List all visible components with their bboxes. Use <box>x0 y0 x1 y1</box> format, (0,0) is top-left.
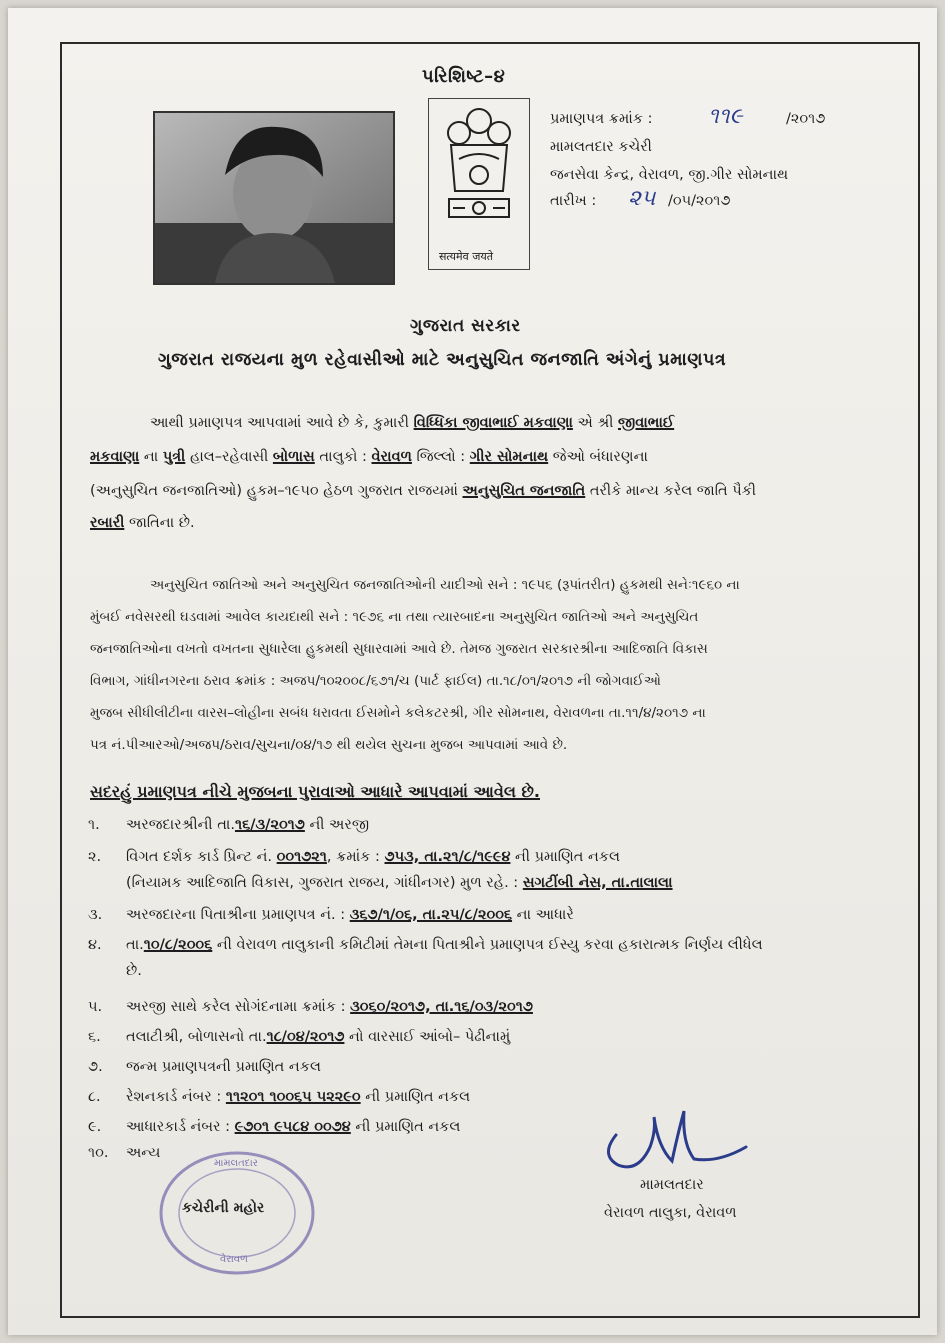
para1-text: (અનુસુચિત જનજાતિઓ) હુકમ–૧૯૫૦ હેઠળ ગુજરાત રાજયમાં <box>90 483 458 499</box>
para1-text: એ શ્રી <box>577 415 614 431</box>
item-text: આધારકાર્ડ નંબર : <box>126 1119 235 1135</box>
applicant-name: વિધ્ધિકા જીવાભાઈ મકવાણા <box>413 415 573 431</box>
para1-text: જાતિના છે. <box>128 515 195 531</box>
evidence-item-7: જન્મ પ્રમાણપત્રની પ્રમાણિત નકલ <box>126 1059 321 1075</box>
cert-no-value: ૧૧૯ <box>708 104 743 129</box>
category: અનુસુચિત જનજાતિ <box>462 483 586 499</box>
certificate-paper <box>8 8 937 1335</box>
item-text: વિગત દર્શક કાર્ડ પ્રિન્ટ નં. <box>126 849 277 865</box>
item-number: ૭. <box>88 1059 103 1075</box>
village: બોળાસ <box>272 449 315 465</box>
father-name: જીવાભાઈ <box>618 415 675 431</box>
item-number: ૧૦. <box>88 1145 109 1161</box>
para1-text: આથી પ્રમાણપત્ર આપવામાં આવે છે કે, કુમારી <box>150 415 409 431</box>
para1-line2 <box>90 448 648 466</box>
item-number: ૪. <box>88 937 102 953</box>
cert-no-label: પ્રમાણપત્ર ક્રમાંક : <box>550 111 653 127</box>
cert-no-year: /૨૦૧૭ <box>786 111 826 127</box>
item-text: ની પ્રમાણિત નકલ <box>360 1089 471 1105</box>
office-name: મામલતદાર કચેરી <box>550 139 652 155</box>
seal-ring-top: મામલતદાર <box>214 1158 258 1169</box>
para2-line6: પત્ર નં.પીઆરઓ/અજપ/ઠરાવ/સુચના/૦૪/૧૭ થી થયેલ સુચના મુજબ આપવામાં આવે છે. <box>90 737 568 753</box>
evidence-item-2-cont <box>126 874 673 892</box>
para1-line1 <box>150 414 674 432</box>
item-text: ની અરજી <box>304 817 370 833</box>
item-value: ૯૭૦૧ ૯૫૮૪ ૦૦૭૪ <box>234 1119 351 1135</box>
state-emblem <box>428 98 530 270</box>
evidence-item-4-cont: છે. <box>126 963 142 979</box>
item-text: નો વારસાઈ આંબો– પેઢીનામું <box>344 1029 511 1045</box>
para2-line3: જનજાતિઓના વખતો વખતના સુધારેલા હુકમથી સુધારવામાં આવે છે. તેમજ ગુજરાત સરકારશ્રીના આદિજાતિ વિકાસ <box>90 641 708 657</box>
item-text: અરજદારશ્રીની તા. <box>126 817 235 833</box>
date-label: તારીખ : <box>550 193 597 209</box>
office-address: જનસેવા કેન્દ્ર, વેરાવળ, જી.ગીર સોમનાથ <box>550 167 789 183</box>
item-value: ૭૫૩, તા.૨૧/૮/૧૯૯૪ <box>384 849 511 865</box>
item-number: ૯. <box>88 1119 102 1135</box>
seal-ring-bottom: વેરાવળ <box>220 1254 248 1265</box>
item-text: અરજદારના પિતાશ્રીના પ્રમાણપત્ર નં. : <box>126 907 350 923</box>
item-value: ૩૦૬૦/૨૦૧૭, તા.૧૬/૦૩/૨૦૧૭ <box>350 999 533 1015</box>
father-surname: મકવાણા <box>90 449 140 465</box>
para1-text: તાલુકો : <box>319 449 367 465</box>
item-text: તા. <box>126 937 144 953</box>
taluka: વેરાવળ <box>371 449 412 465</box>
item-value: ૩૬૭/૧/૦૬, તા.૨૫/૮/૨૦૦૬ <box>349 907 513 923</box>
evidence-item-1 <box>126 816 369 834</box>
evidence-item-3 <box>126 906 574 924</box>
para2-line2: મુંબઈ નવેસરથી ઘડવામાં આવેલ કાયદાથી સને : ૧૯૭૬ ના તથા ત્યારબાદના અનુસુચિત જાતિઓ અને અનુસુચિત <box>90 609 699 625</box>
signature <box>598 1103 758 1183</box>
applicant-photo <box>153 111 395 285</box>
relation: પુત્રી <box>162 449 186 465</box>
certificate-title: ગુજરાત રાજયના મુળ રહેવાસીઓ માટે અનુસુચિત જનજાતિ અંગેનું પ્રમાણપત્ર <box>158 350 727 370</box>
item-value: ૧૦/૮/૨૦૦૬ <box>143 937 213 953</box>
evidence-item-10: અન્ય <box>126 1145 161 1161</box>
item-text: (નિયામક આદિજાતિ વિકાસ, ગુજરાત રાજય, ગાંધીનગર) મુળ રહે. : <box>126 875 523 891</box>
item-text: , ક્રમાંક : <box>326 849 385 865</box>
para1-line4 <box>90 514 195 532</box>
item-value: ૧૮/૦૪/૨૦૧૭ <box>266 1029 345 1045</box>
evidence-item-6 <box>126 1028 510 1046</box>
appendix-title: પરિશિષ્ટ–૪ <box>422 66 506 87</box>
date-day: ૨૫ <box>628 186 656 211</box>
evidence-item-8 <box>126 1088 470 1106</box>
para2-line1: અનુસુચિત જાતિઓ અને અનુસુચિત જનજાતિઓની યાદીઓ સને : ૧૯૫૬ (રૂપાંતરીત) હુકમથી સનેઃ૧૯૬૦ ના <box>150 577 740 593</box>
evidence-item-2 <box>126 848 620 866</box>
date-rest: /૦૫/૨૦૧૭ <box>668 193 731 209</box>
item-number: ૬. <box>88 1029 101 1045</box>
para1-text: ના <box>143 449 159 465</box>
district: ગીર સોમનાથ <box>469 449 549 465</box>
emblem-motto: सत्यमेव जयते <box>439 250 494 263</box>
para1-text: હાલ–રહેવાસી <box>189 449 269 465</box>
para1-text: જિલ્લો : <box>416 449 466 465</box>
para1-text: તરીકે માન્ય કરેલ જાતિ પૈકી <box>589 483 757 499</box>
item-value: સગટીંબી નેસ, તા.તાલાલા <box>522 875 673 891</box>
item-value: ૧૧૨૦૧ ૧૦૦૬૫ ૫૨૨૯૦ <box>225 1089 361 1105</box>
signatory-title: મામલતદાર <box>640 1177 704 1193</box>
evidence-heading: સદરહું પ્રમાણપત્ર નીચે મુજબના પુરાવાઓ આધારે આપવામાં આવેલ છે. <box>90 782 540 801</box>
evidence-item-9 <box>126 1118 460 1136</box>
item-value: ૧૬/૩/૨૦૧૭ <box>234 817 305 833</box>
item-text: ની પ્રમાણિત નકલ <box>510 849 620 865</box>
item-text: અરજી સાથે કરેલ સોગંદનામા ક્રમાંક : <box>126 999 351 1015</box>
para2-line4: વિભાગ, ગાંધીનગરના ઠરાવ ક્રમાંક : અજપ/૧૦૨૦૦૮/૬૭૧/ચ (પાર્ટ ફાઈલ) તા.૧૮/૦૧/૨૦૧૭ ની જોગવાઈઓ <box>90 673 661 689</box>
para2-line5: મુજબ સીધીલીટીના વારસ–લોહીના સબંધ ધરાવતા ઈસમોને કલેકટરશ્રી, ગીર સોમનાથ, વેરાવળના તા.૧૧/૪/૨૦૧૭ ના <box>90 705 706 721</box>
item-text: ની પ્રમાણિત નકલ <box>350 1119 461 1135</box>
item-text: ની વેરાવળ તાલુકાની કમિટીમાં તેમના પિતાશ્રીને પ્રમાણપત્ર ઈસ્યુ કરવા હકારાત્મક નિર્ણય લીધેલ <box>212 937 763 953</box>
para1-line3 <box>90 482 756 500</box>
item-text: ના આધારે <box>512 907 574 923</box>
evidence-item-4 <box>126 936 763 954</box>
office-seal <box>156 1148 318 1278</box>
item-number: ૨. <box>88 849 102 865</box>
seal-text: કચેરીની મહોર <box>182 1200 265 1216</box>
item-number: ૮. <box>88 1089 101 1105</box>
government-title: ગુજરાત સરકાર <box>410 316 521 336</box>
item-value: ૦૦૧૭૨૧ <box>276 849 327 865</box>
item-number: ૩. <box>88 907 103 923</box>
item-number: ૧. <box>88 817 100 833</box>
caste: રબારી <box>90 515 125 531</box>
item-text: રેશનકાર્ડ નંબર : <box>126 1089 226 1105</box>
signatory-office: વેરાવળ તાલુકા, વેરાવળ <box>604 1205 737 1221</box>
item-text: તલાટીશ્રી, બોળાસનો તા. <box>126 1029 267 1045</box>
item-number: ૫. <box>88 999 103 1015</box>
evidence-item-5 <box>126 998 533 1016</box>
para1-text: જેઓ બંધારણના <box>552 449 648 465</box>
